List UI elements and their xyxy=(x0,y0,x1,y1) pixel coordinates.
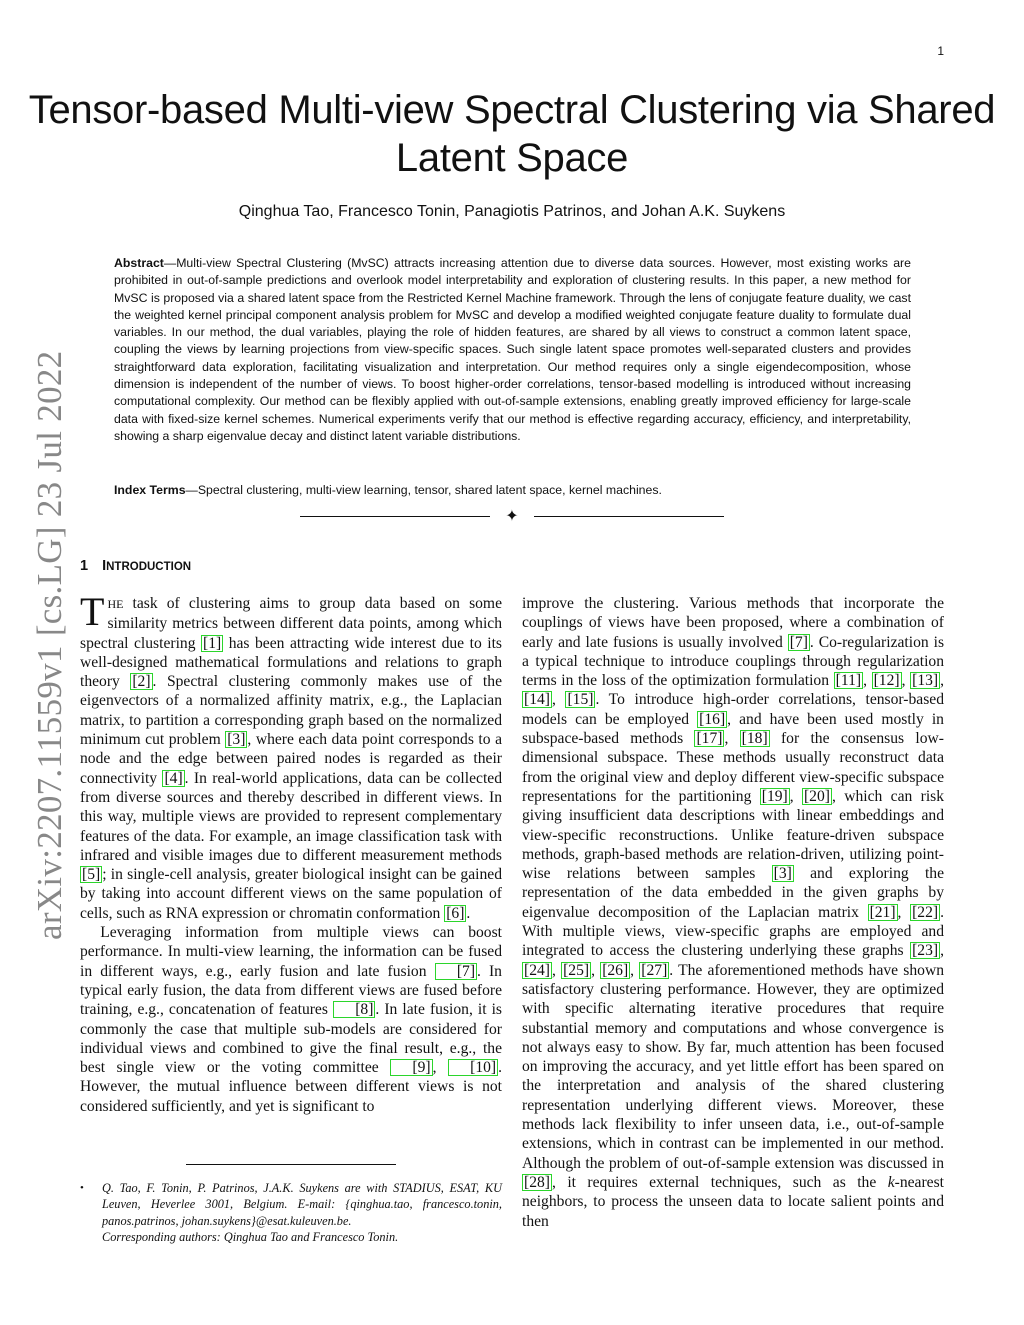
abstract-text: —Multi-view Spectral Clustering (MvSC) attracts increasing attention due to diverse data sources. However, most existing works are prohibited in out-of-sample predictions and overlook model interpretability and exploration of clustering results. In this paper, a new method for MvSC is proposed via a shared latent space from the Restricted Kernel Machine framework. Through the lens of conjugate feature duality, we cast the weighted kernel principal component analysis problem for MvSC and develop a modified weighted conjugate feature duality to formulate dual variables. In our method, the dual variables, playing the role of hidden features, are shared by all views to construct a common latent space, coupling the views by learning projections from view-specific spaces. Such single latent space promotes well-separated clusters and provides straightforward data exploration, facilitating visualization and interpretation. Our method requires only a single eigendecomposition, whose dimension is independent of the number of views. To boost higher-order correlations, tensor-based modelling is introduced without increasing computational complexity. Our method can be flexibly applied with out-of-sample extensions, enabling greatly improved efficiency for large-scale data with fixed-size kernel schemes. Numerical experiments verify that our method is effective regarding accuracy, efficiency, and interpretability, showing a sharp eigenvalue decay and distinct latent variable distributions. xyxy=(114,256,911,443)
paragraph-body: improve the clustering. Various methods that incorporate the couplings of views have been proposed, where a combination of early and late fusions is usually involved [7] . Co-regularization is a typical technique to introduce couplings through regularization terms in the loss of the optimization formulation [11] , [12] , [13] , [14] , [15] . To introduce high-order correlations, tensor-based models can be employed [16] , and have been used mostly in subspace-based methods [17] , [18] for the consensus low-dimensional subspace. These methods usually reconstruct data from the original view and deploy different view-specific subspace representations for the partitioning [19] , [20] , which can risk giving insufficient data descriptions with linear embeddings and view-specific reconstructions. Unlike feature-driven subspace methods, graph-based methods are relation-driven, utilizing point-wise relations between samples [3] and exploring the representation of the data embedded in the given graphs by eigenvalue decomposition of the Laplacian matrix [21] , [22] . With multiple views, view-specific graphs are employed and integrated to access the clustering underlying these graphs [23] , [24] , [25] , [26] , [27] . The aforementioned methods have shown satisfactory clustering performance. However, they are optimized with specific alternating iterative procedures that require substantial memory and computations and whose convergence is not always easy to show. By far, much attention has been focused on improving the accuracy, and yet little effort has been spared on the interpretation and analysis of the shared clustering representation underlying different views. Moreover, these methods lack flexibility to infer unseen data, i.e., out-of-sample extensions, which in contrast can be implemented in our method. Although the problem of out-of-sample extension was discussed in [28] , it requires external techniques, such as the k-nearest neighbors, to process the unseen data to locate salient points and then xyxy=(522,595,945,1230)
index-terms-text: —Spectral clustering, multi-view learning, tensor, shared latent space, kernel machines. xyxy=(185,483,662,497)
citation-link[interactable]: [10] xyxy=(448,1059,498,1076)
intro-paragraph-1 xyxy=(80,589,502,923)
citation-link[interactable]: [6] xyxy=(446,904,465,922)
citation-link[interactable]: [12] xyxy=(873,672,900,690)
citation-link[interactable]: [7] xyxy=(435,963,477,980)
page-number: 1 xyxy=(937,44,944,58)
citation-link[interactable]: [22] xyxy=(912,903,939,921)
intro-paragraph-2 xyxy=(80,923,502,1116)
citation-link[interactable]: [13] xyxy=(912,672,939,690)
citation-link[interactable]: [7] xyxy=(789,633,808,651)
drop-cap: T xyxy=(80,589,105,634)
math-variable: k xyxy=(887,1173,895,1191)
footnote-affiliation: Q. Tao, F. Tonin, P. Patrinos, J.A.K. Suykens are with STADIUS, ESAT, KU Leuven, Heverlee 3001, Belgium. E-mail: {qinghua.tao, francesco.tonin, panos.patrinos, johan.suykens}@esat.kuleuven.be. xyxy=(102,1181,502,1228)
citation-link[interactable]: [24] xyxy=(524,961,550,979)
footnote-corresponding-authors: Corresponding authors: Qinghua Tao and Francesco Tonin. xyxy=(102,1229,399,1244)
right-column xyxy=(522,594,944,1231)
citation-link[interactable]: [2] xyxy=(132,673,151,691)
citation-link[interactable]: [4] xyxy=(164,769,183,787)
citation-link[interactable]: [16] xyxy=(699,710,726,728)
section-number: 1 xyxy=(80,558,89,574)
citation-link[interactable]: [27] xyxy=(641,961,668,979)
citation-link[interactable]: [17] xyxy=(696,730,723,748)
abstract-label: Abstract xyxy=(114,256,164,270)
citation-link[interactable]: [9] xyxy=(390,1059,432,1076)
citation-link[interactable]: [18] xyxy=(741,730,768,748)
section-divider xyxy=(300,508,724,524)
index-terms xyxy=(114,482,911,499)
section-heading-introduction xyxy=(80,558,191,574)
citation-link[interactable]: [15] xyxy=(567,691,594,709)
citation-link[interactable]: [11] xyxy=(835,672,862,690)
paragraph-body: task of clustering aims to group data based on some similarity metrics between different data points, among which spectral clustering [1] has been attracting wide interest due to its well-designed mathematical formulations and relations to graph theory [2] . Spectral clustering commonly makes use of the eigenvectors of a normalized affinity matrix, e.g., the Laplacian matrix, to partition a corresponding graph based on the normalized minimum cut problem [3] , where each data point corresponds to a node and the edge between paired nodes is regarded as their connectivity [4] . In real-world applications, data can be collected from diverse sources and thereby described in different views. In this way, multiple views are provided to represent complementary features of the data. For example, an image classification task with infrared and visible images due to different measurement methods [5] ; in single-cell analysis, greater biological insight can be gained by taking into account different views on the same population of cells, such as RNA expression or chromatin conformation [6] . xyxy=(80,595,502,922)
citation-link[interactable]: [14] xyxy=(524,691,550,709)
section-title-initial: I xyxy=(102,558,107,574)
citation-link[interactable]: [25] xyxy=(563,961,590,979)
citation-link[interactable]: [8] xyxy=(333,1001,375,1018)
divider-line-right xyxy=(534,516,724,517)
intro-paragraph-continued xyxy=(522,594,944,1231)
divider-star-icon: ✦ xyxy=(505,506,519,525)
index-terms-label: Index Terms xyxy=(114,483,186,497)
author-list: Qinghua Tao, Francesco Tonin, Panagiotis Patrinos, and Johan A.K. Suykens xyxy=(238,203,786,220)
citation-link[interactable]: [1] xyxy=(203,634,222,652)
citation-link[interactable]: [28] xyxy=(524,1173,550,1191)
arxiv-identifier-stamp: arXiv:2207.11559v1 [cs.LG] 23 Jul 2022 xyxy=(30,350,69,940)
smallcaps-lead: HE xyxy=(107,597,124,611)
citation-link[interactable]: [23] xyxy=(912,942,939,960)
author-footnote xyxy=(80,1180,502,1245)
divider-line-left xyxy=(300,516,490,517)
footnote-rule xyxy=(186,1164,396,1165)
footnote-bullet: • xyxy=(80,1182,84,1194)
paper-title: Tensor-based Multi-view Spectral Clustering via Shared Latent Space xyxy=(28,88,996,180)
citation-link[interactable]: [3] xyxy=(227,731,246,749)
citation-link[interactable]: [5] xyxy=(82,866,101,884)
citation-link[interactable]: [21] xyxy=(869,903,896,921)
citation-link[interactable]: [3] xyxy=(773,865,792,883)
paragraph-body: Leveraging information from multiple views can boost performance. In multi-view learning, the information can be fused in different ways, e.g., early fusion and late fusion [7] . In typical early fusion, the data from different views are fused before training, e.g., concatenation of features [8] . In late fusion, it is commonly the case that multiple sub-models are considered for individual views and combined to give the final result, e.g., the best single view or the voting committee [9] , [10] . However, the mutual influence between different views is not considered sufficiently, and yet is significant to xyxy=(80,924,503,1115)
section-title-rest: NTRODUCTION xyxy=(106,561,192,573)
abstract xyxy=(114,255,911,445)
citation-link[interactable]: [26] xyxy=(602,961,629,979)
left-column xyxy=(80,589,503,1116)
citation-link[interactable]: [19] xyxy=(761,787,788,805)
citation-link[interactable]: [20] xyxy=(803,787,830,805)
